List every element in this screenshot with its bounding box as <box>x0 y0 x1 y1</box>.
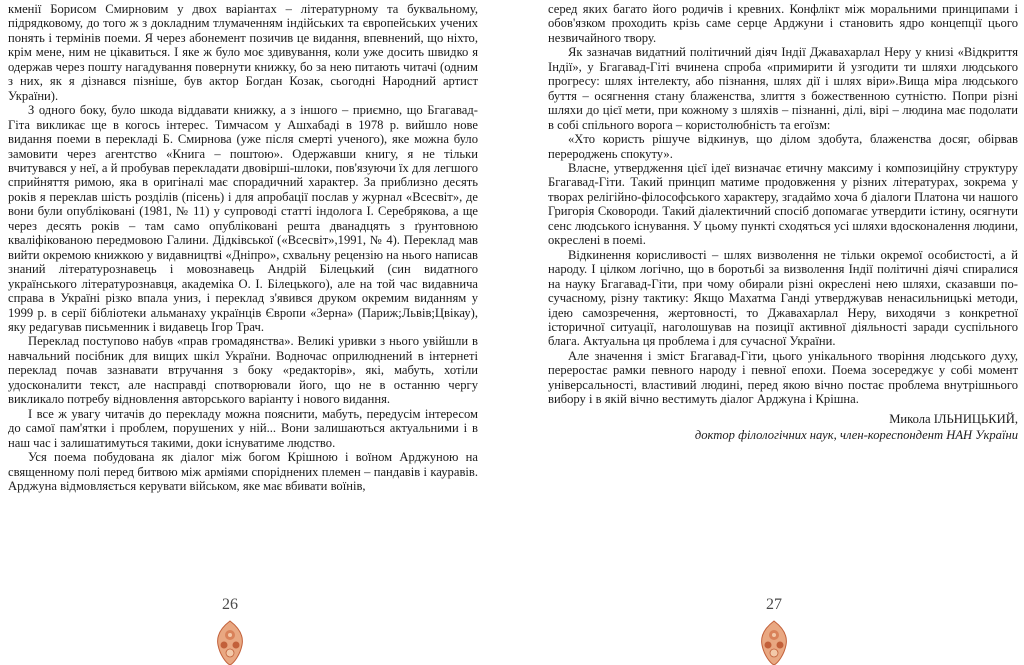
paragraph: З одного боку, було шкода віддавати книжку, а з іншого – приємно, що Бгагавад-Гіта викликає ще в когось інтерес. Тимчасом у Ашхабаді в 1978 р. вийшло нове видання поеми в перекладі Б. Смирнова (уже після смерті ученого), яке можна було замовити через агентство «Книга – поштою». Одержавши книгу, я не тільки вчитувався у неї, а й пробував перекладати двовірші-шлоки, пов'язуючи їх для легшого сприйняття римою, яка в оригіналі має спорадичний характер. За приблизно десять років я переклав шість розділів (пісень) і для апробації послав у журнал «Всесвіт», де вони були опубліковані (1981, № 11) у супроводі статті індолога І. Серебрякова, а ще через десять років – там само опубліковані решта дванадцять з ґрунтовною кваліфікованою передмовою Галини. Дідківської («Всесвіт»,1991, № 4). Переклад мав вийти окремою книжкою у видавництві «Дніпро», схвальну рецензію на нього написав знаний літературознавець і мовознавець Андрій Білецький (син видатного українського літературознавця, академіка О. І. Білецького), але на той час видавнича справа в Україні різко впала униз, і переклад з'явився друком окремим виданням у 1999 р. в серії бібліотеки альманаху українців Європи «Зерна» (Париж;Львів;Цвікау), яку редагував письменник і видавець Ігор Трач. <box>8 103 478 334</box>
right-page <box>548 0 1018 665</box>
left-page <box>8 0 478 665</box>
paragraph: «Хто користь рішуче відкинув, що ділом здобута, блаженства досяг, обірвав перероджень спокуту». <box>548 132 1018 161</box>
left-page-text <box>8 2 478 493</box>
paragraph: кменії Борисом Смирновим у двох варіантах – літературному та буквальному, підрядковому, до того ж з докладним тлумаченням індійських та європейських учених понять і термінів поеми. Я через абонемент позичив це видання, впевнений, що ніхто, крім мене, ним не цікавиться. І яке ж було моє здивування, коли уже досить швидко я одержав через пошту нагадування повернути книжку, бо за нею питають читачі (одним з них, як я дізнався пізніше, був актор Богдан Козак, сьогодні Народний артист України). <box>8 2 478 103</box>
paragraph: Переклад поступово набув «прав громадянства». Великі уривки з нього увійшли в навчальний посібник для вищих шкіл України. Водночас оприлюднений в інтернеті переклад почав зазнавати втручання з боку «редакторів», які, мабуть, хотіли удосконалити текст, але насправді спотворювали його, що не в останню чергу викликало потребу відновлення авторського варіанту і нового видання. <box>8 334 478 407</box>
page-number: 27 <box>766 596 782 613</box>
page-number: 26 <box>222 596 238 613</box>
paragraph: Власне, утвердження цієї ідеї визначає етичну максиму і композиційну структуру Бгагавад-Гіти. Такий принцип матиме продовження у різних літературах, зокрема у творах релігійно-філософського характеру, згадаймо хоча б діалоги Платона чи нашого Григорія Сковороди. Такий діалектичний спосіб допомагає утвердити істину, осягнути сенс людського існування. У цьому пункті сходяться усі шляхи вдосконалення людини, окреслені в поемі. <box>548 160 1018 248</box>
paragraph: серед яких багато його родичів і кревних. Конфлікт між моральними принципами і обов'язком проходить крізь саме серце Арджуни і становить ядро концепції цього незвичайного твору. <box>548 2 1018 45</box>
right-page-text <box>548 2 1018 407</box>
paragraph: Але значення і зміст Бгагавад-Гіти, цього унікального творіння людського духу, переростає рамки певного народу і певної епохи. Поема зосереджує у собі момент універсальності, властивий людині, перед якою вічно постає проблема внутрішнього вибору і в якій вічно вестимуть діалог Арджуна і Крішна. <box>548 348 1018 407</box>
paisley-ornament-icon <box>754 619 794 665</box>
signature <box>548 411 1018 443</box>
paisley-ornament-icon <box>210 619 250 665</box>
signature-role: доктор філологічних наук, член-кореспондент НАН України <box>694 427 1018 442</box>
paragraph: І все ж увагу читачів до перекладу можна пояснити, мабуть, передусім інтересом до самої пам'ятки і проблем, порушених у ній... Вони залишаються актуальними і в наш час і залишатимуться такими, доки існуватиме людство. <box>8 406 478 450</box>
paragraph: Як зазначав видатний політичний діяч Індії Джавахарлал Неру у книзі «Відкриття Індії», у Бгагавад-Гіті вчинена спроба «примирити й узгодити ти шляхи людського прогресу: шлях інтелекту, або пізнання, шлях дії і шлях віри».Вища міра людського буття – осягнення стану блаженства, злиття з божественною сутністю. Попри різні шляхи до цієї мети, при кожному з шляхів – пізнанні, ділі, вірі – людина має подолати в собі спільного ворога – користолюбність та егоїзм: <box>548 45 1018 132</box>
paragraph: Відкинення корисливості – шлях визволення не тільки окремої особистості, а й народу. І цілком логічно, що в боротьбі за визволення Індії політичні діячі спиралися на науку Бгагавад-Гіти, при чому обирали різні окреслені нею шляхи, сказавши по-сучасному, різну тактику: Якщо Махатма Ганді утверджував ненасильницькі методи, ідею самозречення, жертовності, то Джавахарлал Неру, виходячи з конкретної історичної ситуації, наголошував на позиції активної діяльності заради суспільного блага. Актуальна ця проблема і для сучасної України. <box>548 247 1018 349</box>
signature-name: Микола ІЛЬНИЦЬКИЙ, <box>889 411 1018 426</box>
paragraph: Уся поема побудована як діалог між богом Крішною і воїном Арджуною на священному полі перед битвою між арміями споріднених племен – пандавів і кауравів. Арджуна відмовляється керувати військом, яке має вбивати воїнів, <box>8 450 478 493</box>
